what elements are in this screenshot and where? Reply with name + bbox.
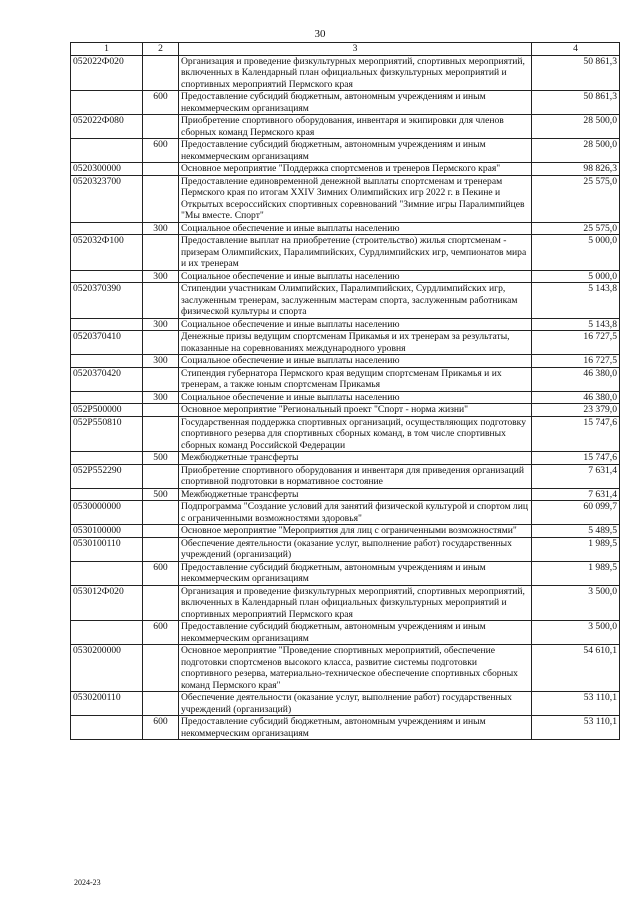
amount-cell: 1 989,5	[532, 537, 620, 561]
amount-cell: 5 143,8	[532, 318, 620, 331]
description-cell: Приобретение спортивного оборудования, инвентаря и экипировки для членов сборных команд Пермского края	[179, 115, 532, 139]
target-code-cell	[71, 488, 143, 501]
target-code-cell	[71, 452, 143, 465]
target-code-cell: 0530200000	[71, 645, 143, 692]
amount-cell: 46 380,0	[532, 391, 620, 404]
table-row	[71, 452, 620, 465]
table-row	[71, 235, 620, 271]
description-cell: Государственная поддержка спортивных организаций, осуществляющих подготовку спортивного резерва для спортивных сборных команд, в том числе спортивных сборных команд Российской Федерации	[179, 416, 532, 452]
table-row	[71, 525, 620, 538]
target-code-cell: 0530100000	[71, 525, 143, 538]
table-row	[71, 91, 620, 115]
amount-cell: 16 727,5	[532, 331, 620, 355]
target-code-cell	[71, 222, 143, 235]
description-cell: Социальное обеспечение и иные выплаты населению	[179, 222, 532, 235]
table-body	[71, 55, 620, 740]
amount-cell: 46 380,0	[532, 367, 620, 391]
footer-code: 2024-23	[74, 878, 101, 887]
amount-cell: 3 500,0	[532, 621, 620, 645]
target-code-cell	[71, 270, 143, 283]
target-code-cell	[71, 621, 143, 645]
expense-type-cell	[143, 525, 179, 538]
table-row	[71, 464, 620, 488]
amount-cell: 54 610,1	[532, 645, 620, 692]
page-number: 30	[314, 28, 326, 40]
target-code-cell	[71, 716, 143, 740]
amount-cell: 16 727,5	[532, 355, 620, 368]
amount-cell: 1 989,5	[532, 561, 620, 585]
table-row	[71, 621, 620, 645]
target-code-cell: 052032Ф100	[71, 235, 143, 271]
target-code-cell	[71, 355, 143, 368]
table-row	[71, 645, 620, 692]
description-cell: Предоставление выплат на приобретение (строительство) жилья спортсменам - призерам Олимпийских, Паралимпийских, Сурдлимпийских игр, чемпионатов мира и их тренерам	[179, 235, 532, 271]
table-row	[71, 391, 620, 404]
description-cell: Предоставление субсидий бюджетным, автономным учреждениям и иным некоммерческим организациям	[179, 621, 532, 645]
description-cell: Предоставление субсидий бюджетным, автономным учреждениям и иным некоммерческим организациям	[179, 561, 532, 585]
header-col-4: 4	[532, 43, 620, 56]
description-cell: Обеспечение деятельности (оказание услуг, выполнение работ) государственных учреждений (организаций)	[179, 692, 532, 716]
target-code-cell: 053012Ф020	[71, 585, 143, 621]
description-cell: Стипендии участникам Олимпийских, Паралимпийских, Сурдлимпийских игр, заслуженным тренерам, заслуженным мастерам спорта, заслуженным работникам физической культуры и спорта	[179, 283, 532, 319]
expense-type-cell	[143, 645, 179, 692]
target-code-cell: 052022Ф020	[71, 55, 143, 91]
amount-cell: 50 861,3	[532, 55, 620, 91]
table-row	[71, 283, 620, 319]
expense-type-cell	[143, 501, 179, 525]
amount-cell: 5 000,0	[532, 235, 620, 271]
header-col-2: 2	[143, 43, 179, 56]
description-cell: Приобретение спортивного оборудования и инвентаря для приведения организаций спортивной подготовки в нормативное состояние	[179, 464, 532, 488]
amount-cell: 28 500,0	[532, 139, 620, 163]
description-cell: Организация и проведение физкультурных мероприятий, спортивных мероприятий, включенных в Календарный план официальных физкультурных мероприятий и спортивных мероприятий Пермского края	[179, 55, 532, 91]
target-code-cell: 0530100110	[71, 537, 143, 561]
target-code-cell: 0530200110	[71, 692, 143, 716]
table-row	[71, 175, 620, 222]
table-row	[71, 537, 620, 561]
table-row	[71, 501, 620, 525]
description-cell: Основное мероприятие "Мероприятия для лиц с ограниченными возможностями"	[179, 525, 532, 538]
amount-cell: 53 110,1	[532, 692, 620, 716]
amount-cell: 5 000,0	[532, 270, 620, 283]
amount-cell: 98 826,3	[532, 163, 620, 176]
expense-type-cell	[143, 692, 179, 716]
target-code-cell: 052Р500000	[71, 404, 143, 417]
table-row	[71, 55, 620, 91]
amount-cell: 25 575,0	[532, 175, 620, 222]
table-row	[71, 488, 620, 501]
table-row	[71, 367, 620, 391]
table-row	[71, 318, 620, 331]
description-cell: Социальное обеспечение и иные выплаты населению	[179, 355, 532, 368]
target-code-cell: 0520323700	[71, 175, 143, 222]
table-row	[71, 222, 620, 235]
amount-cell: 53 110,1	[532, 716, 620, 740]
table-row	[71, 585, 620, 621]
target-code-cell: 052Р552290	[71, 464, 143, 488]
description-cell: Предоставление субсидий бюджетным, автономным учреждениям и иным некоммерческим организациям	[179, 139, 532, 163]
table-row	[71, 561, 620, 585]
expense-type-cell	[143, 537, 179, 561]
description-cell: Основное мероприятие "Поддержка спортсменов и тренеров Пермского края"	[179, 163, 532, 176]
description-cell: Организация и проведение физкультурных мероприятий, спортивных мероприятий, включенных в Календарный план официальных физкультурных мероприятий и спортивных мероприятий Пермского края	[179, 585, 532, 621]
amount-cell: 60 099,7	[532, 501, 620, 525]
target-code-cell: 052022Ф080	[71, 115, 143, 139]
expense-type-cell	[143, 404, 179, 417]
amount-cell: 5 143,8	[532, 283, 620, 319]
amount-cell: 15 747,6	[532, 416, 620, 452]
budget-table	[70, 42, 620, 740]
description-cell: Социальное обеспечение и иные выплаты населению	[179, 270, 532, 283]
expense-type-cell	[143, 175, 179, 222]
expense-type-cell	[143, 235, 179, 271]
target-code-cell: 0520370420	[71, 367, 143, 391]
description-cell: Основное мероприятие "Проведение спортивных мероприятий, обеспечение подготовки спортсменов высокого класса, развитие системы подготовки спортивного резерва, материально-техническое обеспечение спортивных сборных команд Пермского края"	[179, 645, 532, 692]
header-col-3: 3	[179, 43, 532, 56]
amount-cell: 7 631,4	[532, 488, 620, 501]
target-code-cell	[71, 561, 143, 585]
amount-cell: 23 379,0	[532, 404, 620, 417]
amount-cell: 15 747,6	[532, 452, 620, 465]
expense-type-cell	[143, 163, 179, 176]
table-row	[71, 163, 620, 176]
expense-type-cell: 300	[143, 222, 179, 235]
expense-type-cell: 300	[143, 318, 179, 331]
description-cell: Обеспечение деятельности (оказание услуг, выполнение работ) государственных учреждений (организаций)	[179, 537, 532, 561]
target-code-cell: 0520370410	[71, 331, 143, 355]
target-code-cell: 0530000000	[71, 501, 143, 525]
description-cell: Подпрограмма "Создание условий для занятий физической культурой и спортом лиц с ограниченными возможностями здоровья"	[179, 501, 532, 525]
table-row	[71, 331, 620, 355]
description-cell: Стипендия губернатора Пермского края ведущим спортсменам Прикамья и их тренерам, а также юным спортсменам Прикамья	[179, 367, 532, 391]
expense-type-cell	[143, 331, 179, 355]
expense-type-cell: 600	[143, 716, 179, 740]
expense-type-cell: 500	[143, 488, 179, 501]
expense-type-cell: 300	[143, 270, 179, 283]
description-cell: Предоставление субсидий бюджетным, автономным учреждениям и иным некоммерческим организациям	[179, 716, 532, 740]
table-header	[71, 43, 620, 56]
description-cell: Предоставление единовременной денежной выплаты спортсменам и тренерам Пермского края по итогам XXIV Зимних Олимпийских игр 2022 г. в Пекине и Открытых всероссийских спортивных соревнований "Зимние игры Паралимпийцев "Мы вместе. Спорт"	[179, 175, 532, 222]
target-code-cell	[71, 91, 143, 115]
expense-type-cell	[143, 115, 179, 139]
amount-cell: 28 500,0	[532, 115, 620, 139]
amount-cell: 5 489,5	[532, 525, 620, 538]
table-row	[71, 416, 620, 452]
amount-cell: 3 500,0	[532, 585, 620, 621]
expense-type-cell: 300	[143, 355, 179, 368]
description-cell: Предоставление субсидий бюджетным, автономным учреждениям и иным некоммерческим организациям	[179, 91, 532, 115]
expense-type-cell	[143, 55, 179, 91]
target-code-cell: 052Р550810	[71, 416, 143, 452]
target-code-cell: 0520300000	[71, 163, 143, 176]
expense-type-cell: 600	[143, 91, 179, 115]
target-code-cell	[71, 391, 143, 404]
expense-type-cell	[143, 464, 179, 488]
target-code-cell: 0520370390	[71, 283, 143, 319]
expense-type-cell	[143, 585, 179, 621]
amount-cell: 7 631,4	[532, 464, 620, 488]
description-cell: Межбюджетные трансферты	[179, 452, 532, 465]
description-cell: Межбюджетные трансферты	[179, 488, 532, 501]
table-row	[71, 404, 620, 417]
description-cell: Основное мероприятие "Региональный проект "Спорт - норма жизни"	[179, 404, 532, 417]
description-cell: Социальное обеспечение и иные выплаты населению	[179, 318, 532, 331]
target-code-cell	[71, 139, 143, 163]
header-row	[71, 43, 620, 56]
expense-type-cell	[143, 416, 179, 452]
expense-type-cell: 500	[143, 452, 179, 465]
table-row	[71, 692, 620, 716]
table-row	[71, 270, 620, 283]
expense-type-cell: 300	[143, 391, 179, 404]
table-row	[71, 139, 620, 163]
target-code-cell	[71, 318, 143, 331]
expense-type-cell: 600	[143, 139, 179, 163]
header-col-1: 1	[71, 43, 143, 56]
table-row	[71, 355, 620, 368]
amount-cell: 25 575,0	[532, 222, 620, 235]
description-cell: Денежные призы ведущим спортсменам Прикамья и их тренерам за результаты, показанные на соревнованиях международного уровня	[179, 331, 532, 355]
expense-type-cell: 600	[143, 561, 179, 585]
description-cell: Социальное обеспечение и иные выплаты населению	[179, 391, 532, 404]
table-row	[71, 115, 620, 139]
expense-type-cell	[143, 283, 179, 319]
expense-type-cell: 600	[143, 621, 179, 645]
expense-type-cell	[143, 367, 179, 391]
amount-cell: 50 861,3	[532, 91, 620, 115]
table-row	[71, 716, 620, 740]
